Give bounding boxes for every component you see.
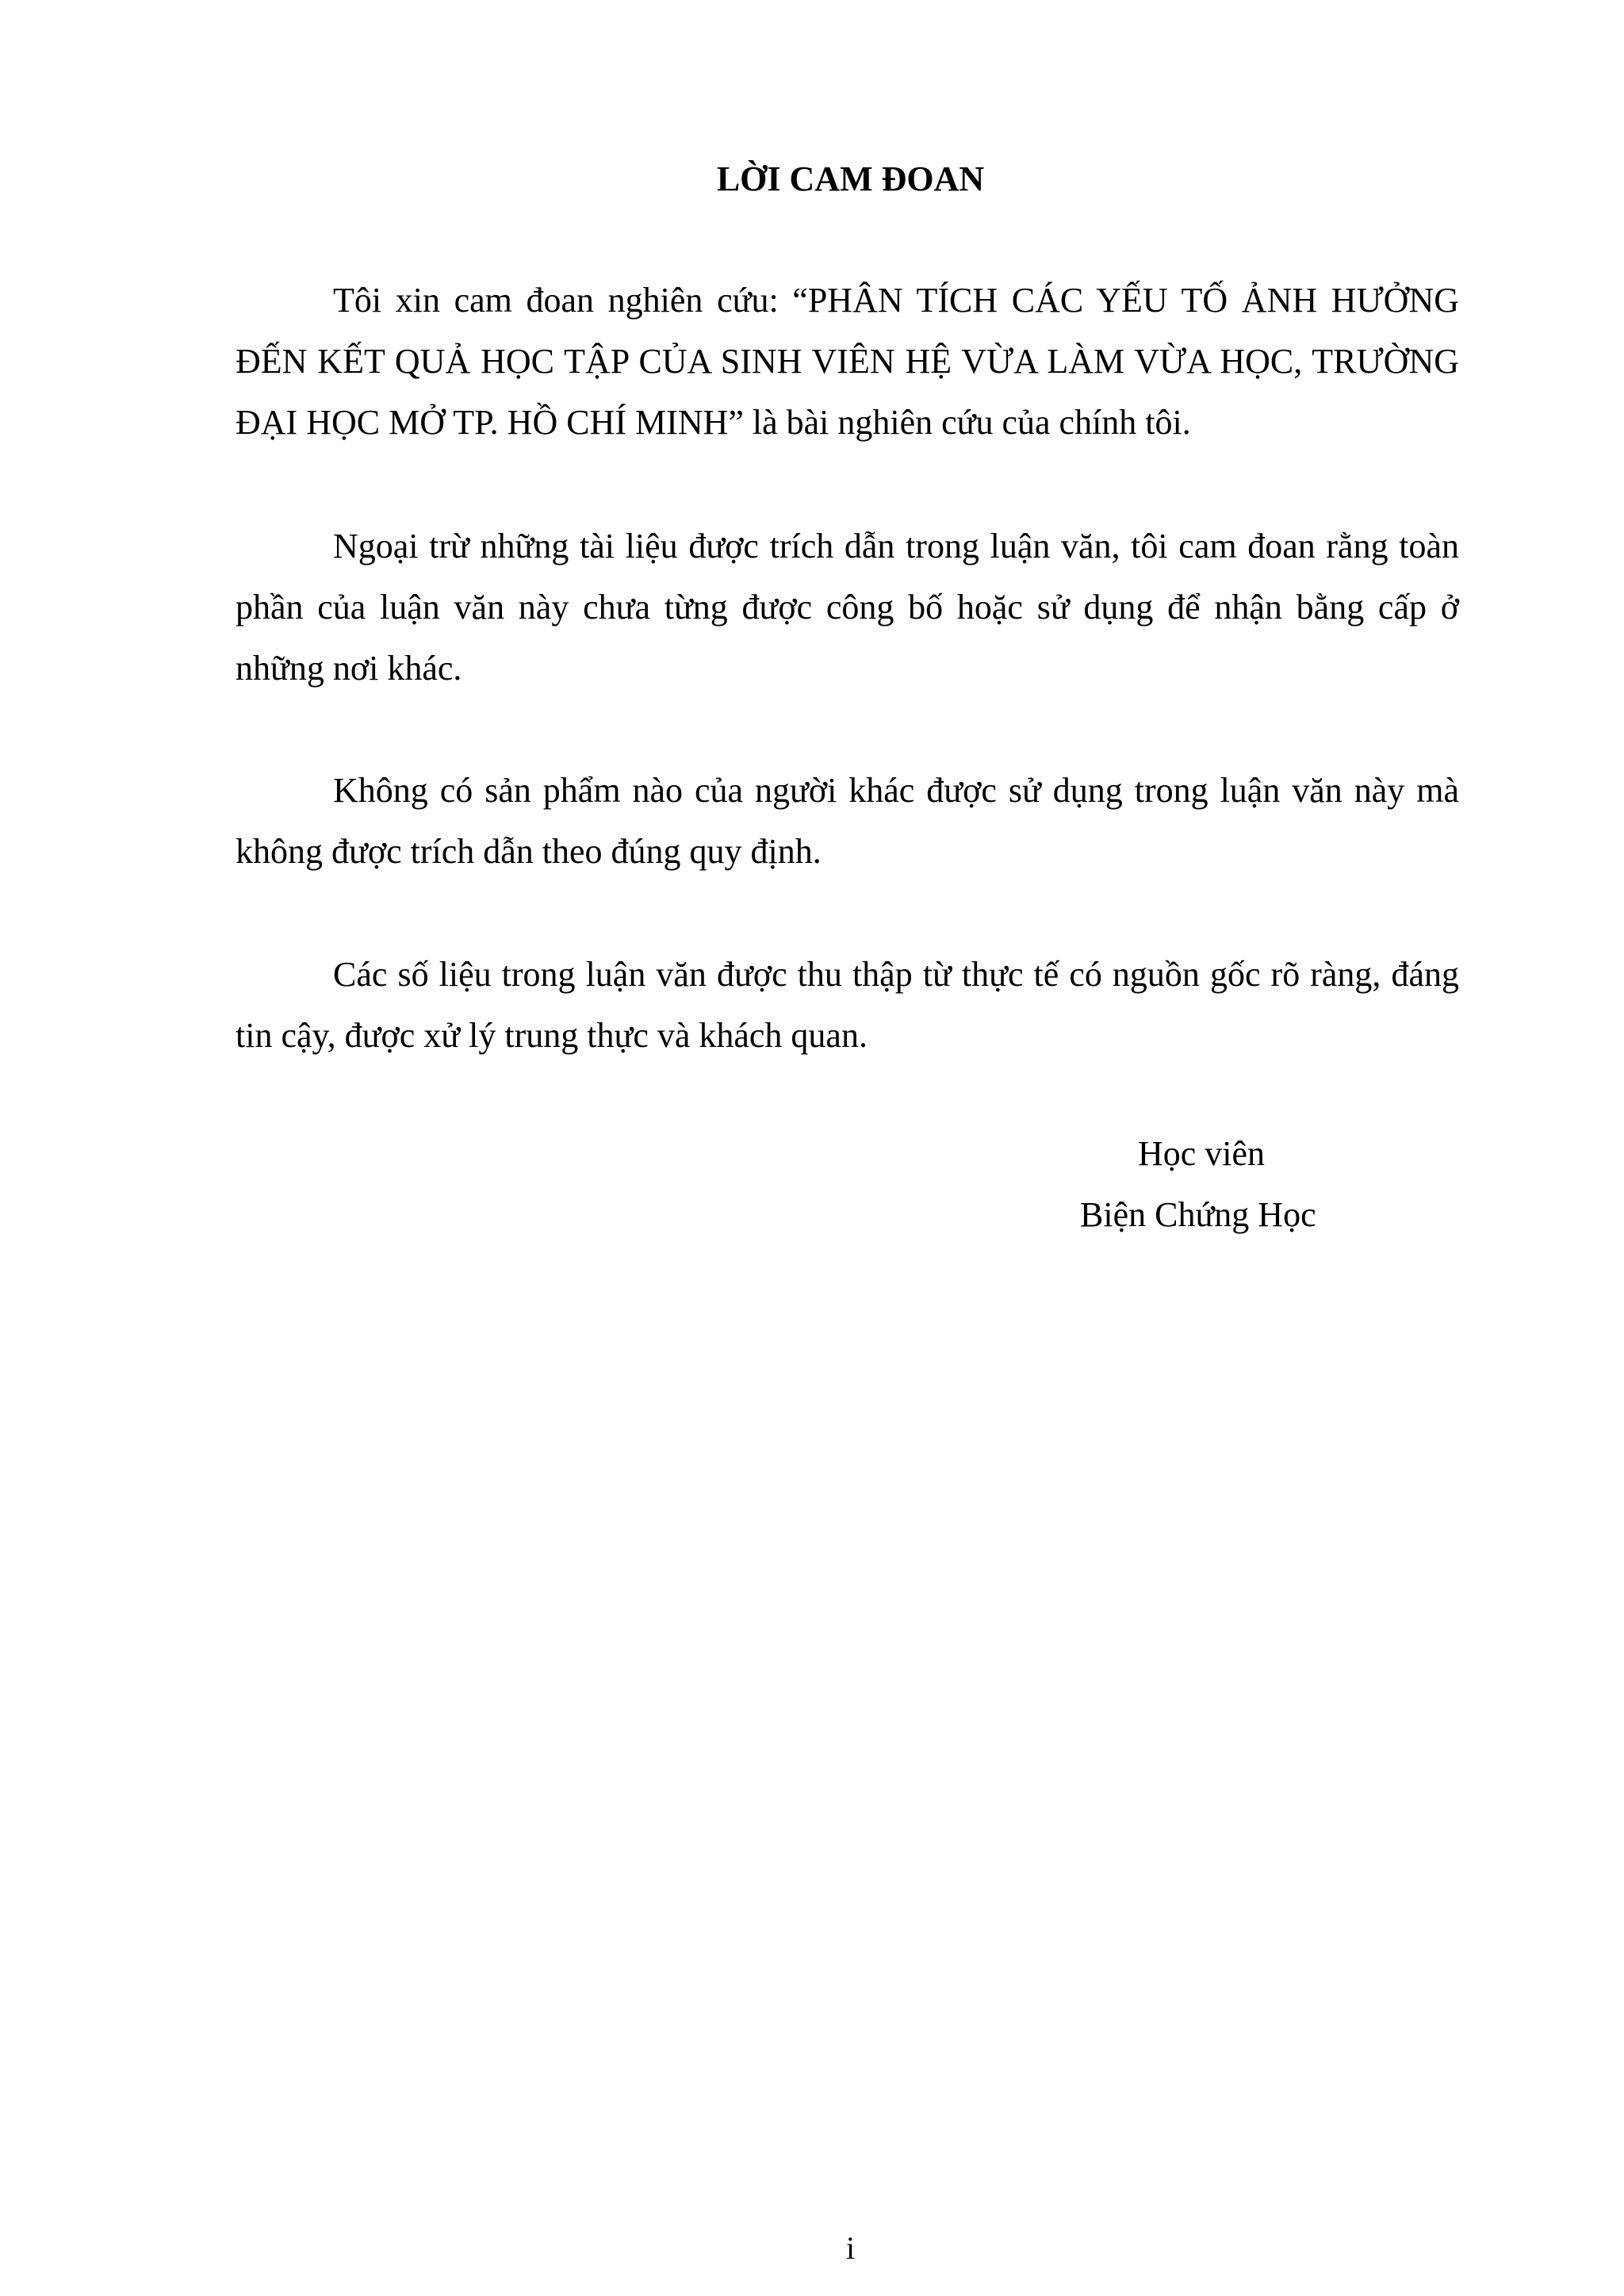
page-title: LỜI CAM ĐOAN (716, 159, 985, 198)
paragraph-declaration-topic: Tôi xin cam đoan nghiên cứu: “PHÂN TÍCH CÁC YẾU TỐ ẢNH HƯỞNG ĐẾN KẾT QUẢ HỌC TẬP CỦA SINH VIÊN HỆ VỪA LÀM VỪA HỌC, TRƯỜNG ĐẠI HỌC MỞ TP. HỒ CHÍ MINH” là bài nghiên cứu của chính tôi. (236, 281, 1459, 442)
page-number: i (845, 2230, 856, 2266)
signature-role: Học viên (1138, 1134, 1266, 1173)
paragraph-declaration-originality: Ngoại trừ những tài liệu được trích dẫn trong luận văn, tôi cam đoan rằng toàn phần của luận văn này chưa từng được công bố hoặc sử dụng để nhận bằng cấp ở những nơi khác. (236, 527, 1459, 688)
paragraph-declaration-citation: Không có sản phẩm nào của người khác được sử dụng trong luận văn này mà không được trích dẫn theo đúng quy định. (236, 771, 1459, 871)
paragraph-declaration-data: Các số liệu trong luận văn được thu thập từ thực tế có nguồn gốc rõ ràng, đáng tin cậy, được xử lý trung thực và khách quan. (236, 955, 1459, 1055)
signature-name: Biện Chứng Học (1080, 1195, 1316, 1234)
